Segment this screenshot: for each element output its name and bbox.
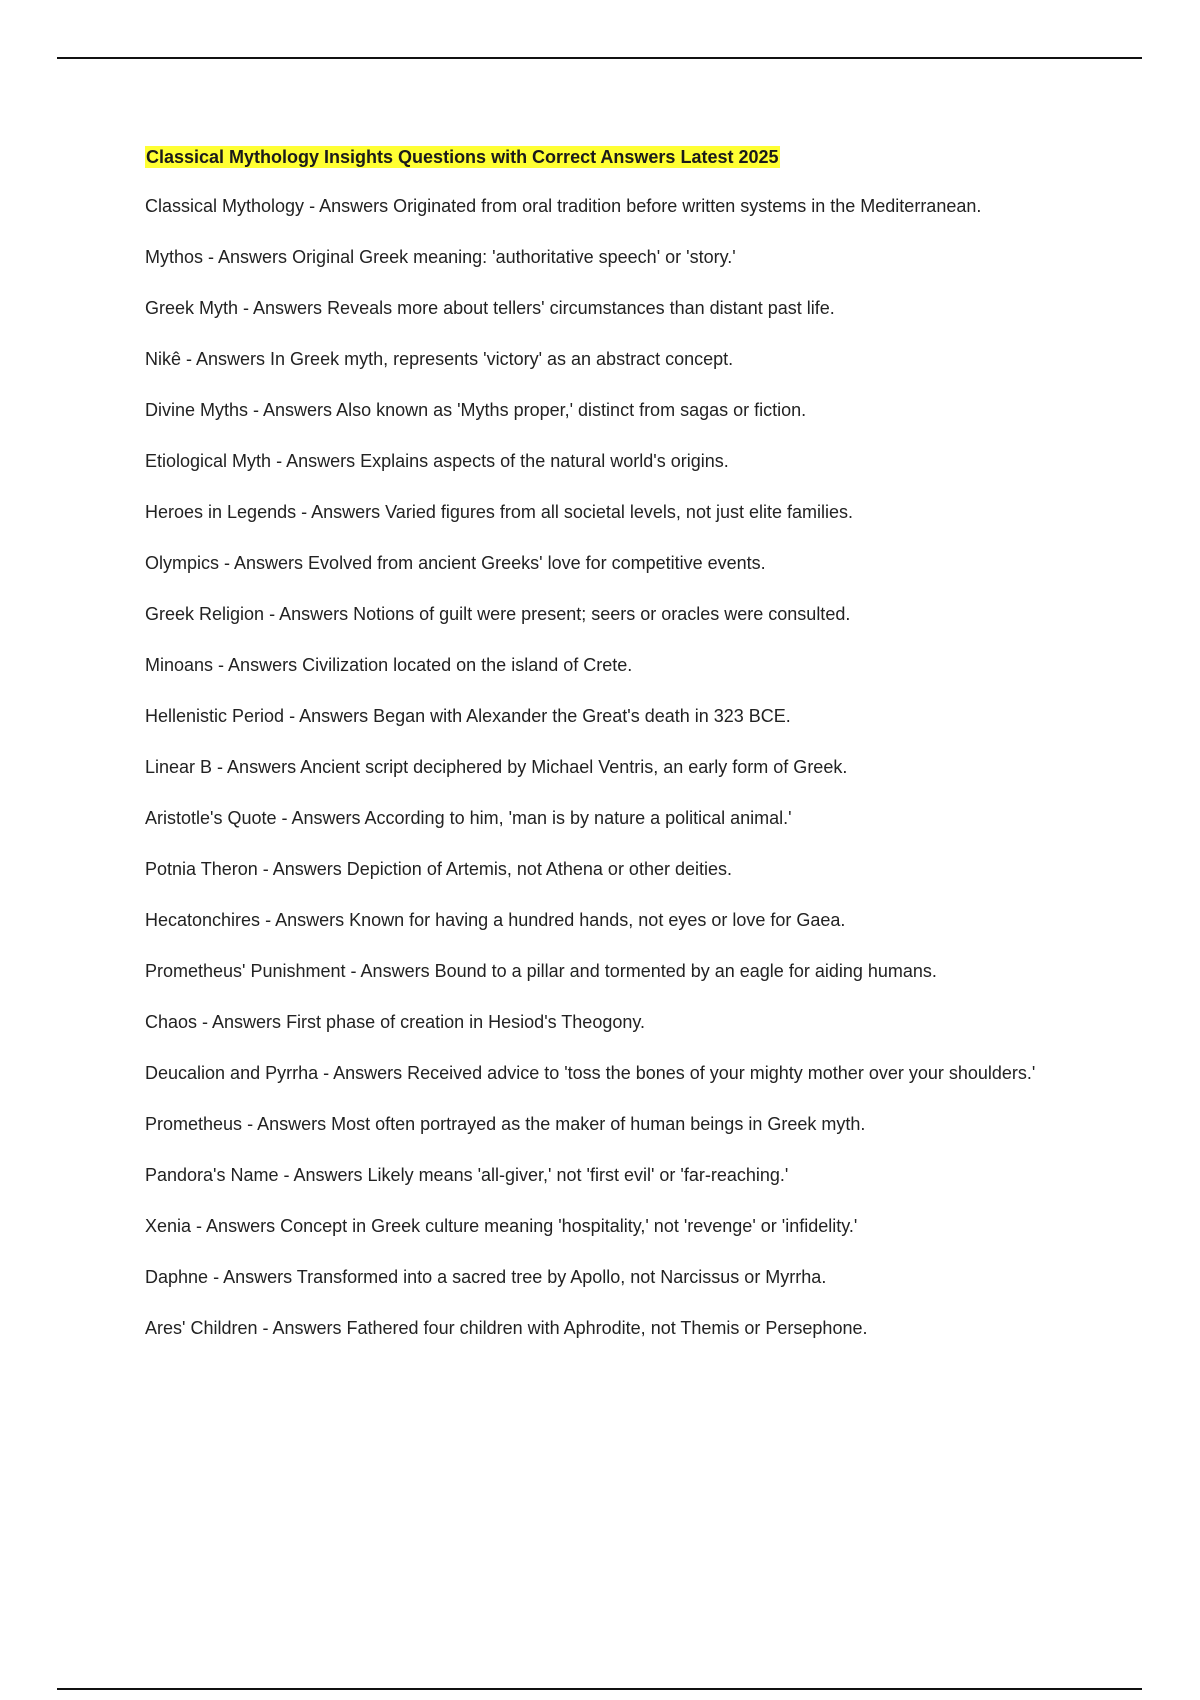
entry-term: Pandora's Name (145, 1165, 279, 1185)
entry-answer: In Greek myth, represents 'victory' as an abstract concept. (270, 349, 734, 369)
qa-entry (145, 650, 1060, 680)
entry-answer: Original Greek meaning: 'authoritative speech' or 'story.' (292, 247, 736, 267)
qa-entry (145, 497, 1060, 527)
entry-answer: Civilization located on the island of Crete. (302, 655, 633, 675)
entry-term: Linear B (145, 757, 213, 777)
qa-entry (145, 701, 1060, 731)
qa-entry (145, 242, 1060, 272)
qa-entry (145, 446, 1060, 476)
qa-list (145, 191, 1060, 1343)
entry-answer: Reveals more about tellers' circumstances than distant past life. (327, 298, 835, 318)
qa-entry (145, 1262, 1060, 1292)
entry-answer: Began with Alexander the Great's death in 323 BCE. (373, 706, 791, 726)
qa-entry (145, 956, 1060, 986)
entry-term: Greek Religion (145, 604, 265, 624)
bottom-rule (57, 1688, 1142, 1690)
entry-separator: - Answers (318, 1063, 408, 1083)
qa-entry (145, 344, 1060, 374)
qa-entry (145, 854, 1060, 884)
entry-separator: - Answers (260, 910, 350, 930)
qa-entry (145, 1058, 1060, 1088)
entry-answer: Most often portrayed as the maker of human beings in Greek myth. (331, 1114, 866, 1134)
entry-answer: Explains aspects of the natural world's origins. (360, 451, 729, 471)
entry-separator: - Answers (257, 859, 347, 879)
entry-term: Olympics (145, 553, 220, 573)
entry-term: Minoans (145, 655, 214, 675)
entry-separator: - Answers (264, 604, 354, 624)
entry-term: Chaos (145, 1012, 198, 1032)
entry-separator: - Answers (203, 247, 293, 267)
qa-entry (145, 599, 1060, 629)
entry-separator: - Answers (248, 400, 337, 420)
entry-separator: - Answers (278, 1165, 368, 1185)
qa-entry (145, 1160, 1060, 1190)
qa-entry (145, 293, 1060, 323)
entry-answer: Received advice to 'toss the bones of your mighty mother over your shoulders.' (407, 1063, 1036, 1083)
entry-term: Prometheus' Punishment (145, 961, 346, 981)
entry-separator: - Answers (238, 298, 328, 318)
entry-answer: Varied figures from all societal levels, not just elite families. (385, 502, 853, 522)
qa-entry (145, 548, 1060, 578)
qa-entry (145, 803, 1060, 833)
entry-answer: Likely means 'all-giver,' not 'first evil' or 'far-reaching.' (367, 1165, 789, 1185)
entry-separator: - Answers (271, 451, 361, 471)
entry-term: Xenia (145, 1216, 192, 1236)
entry-answer: Also known as 'Myths proper,' distinct from sagas or fiction. (336, 400, 807, 420)
entry-term: Mythos (145, 247, 204, 267)
entry-answer: Concept in Greek culture meaning 'hospitality,' not 'revenge' or 'infidelity.' (280, 1216, 858, 1236)
entry-separator: - Answers (212, 757, 301, 777)
entry-term: Ares' Children (145, 1318, 258, 1338)
qa-entry (145, 1007, 1060, 1037)
entry-term: Potnia Theron (145, 859, 258, 879)
document-content (145, 145, 1060, 1364)
qa-entry (145, 1313, 1060, 1343)
entry-answer: Depiction of Artemis, not Athena or other deities. (346, 859, 732, 879)
entry-answer: Known for having a hundred hands, not eyes or love for Gaea. (349, 910, 846, 930)
entry-separator: - Answers (242, 1114, 332, 1134)
qa-entry (145, 905, 1060, 935)
entry-separator: - Answers (208, 1267, 297, 1287)
entry-separator: - Answers (257, 1318, 347, 1338)
entry-term: Daphne (145, 1267, 209, 1287)
entry-separator: - Answers (219, 553, 309, 573)
entry-term: Hecatonchires (145, 910, 261, 930)
entry-answer: According to him, 'man is by nature a political animal.' (364, 808, 792, 828)
entry-separator: - Answers (181, 349, 271, 369)
entry-answer: Bound to a pillar and tormented by an eagle for aiding humans. (434, 961, 937, 981)
entry-answer: Notions of guilt were present; seers or oracles were consulted. (353, 604, 851, 624)
top-rule (57, 57, 1142, 59)
entry-separator: - Answers (304, 196, 394, 216)
entry-answer: Fathered four children with Aphrodite, not Themis or Persephone. (346, 1318, 868, 1338)
entry-answer: First phase of creation in Hesiod's Theogony. (286, 1012, 646, 1032)
entry-separator: - Answers (191, 1216, 281, 1236)
entry-answer: Evolved from ancient Greeks' love for competitive events. (308, 553, 766, 573)
qa-entry (145, 191, 1060, 221)
entry-separator: - Answers (197, 1012, 287, 1032)
qa-entry (145, 752, 1060, 782)
entry-term: Classical Mythology (145, 196, 305, 216)
document-title: Classical Mythology Insights Questions with Correct Answers Latest 2025 (146, 147, 779, 167)
entry-separator: - Answers (213, 655, 303, 675)
title-container (145, 145, 1060, 173)
entry-separator: - Answers (284, 706, 374, 726)
qa-entry (145, 1211, 1060, 1241)
entry-term: Heroes in Legends (145, 502, 297, 522)
entry-answer: Ancient script deciphered by Michael Ventris, an early form of Greek. (300, 757, 848, 777)
entry-term: Prometheus (145, 1114, 243, 1134)
entry-term: Hellenistic Period (145, 706, 285, 726)
entry-term: Aristotle's Quote (145, 808, 277, 828)
qa-entry (145, 395, 1060, 425)
entry-separator: - Answers (345, 961, 435, 981)
entry-answer: Transformed into a sacred tree by Apollo, not Narcissus or Myrrha. (296, 1267, 827, 1287)
entry-separator: - Answers (296, 502, 386, 522)
entry-term: Greek Myth (145, 298, 239, 318)
entry-separator: - Answers (276, 808, 365, 828)
entry-term: Nikê (145, 349, 182, 369)
entry-term: Etiological Myth (145, 451, 272, 471)
entry-answer: Originated from oral tradition before written systems in the Mediterranean. (393, 196, 982, 216)
entry-term: Deucalion and Pyrrha (145, 1063, 319, 1083)
qa-entry (145, 1109, 1060, 1139)
entry-term: Divine Myths (145, 400, 249, 420)
